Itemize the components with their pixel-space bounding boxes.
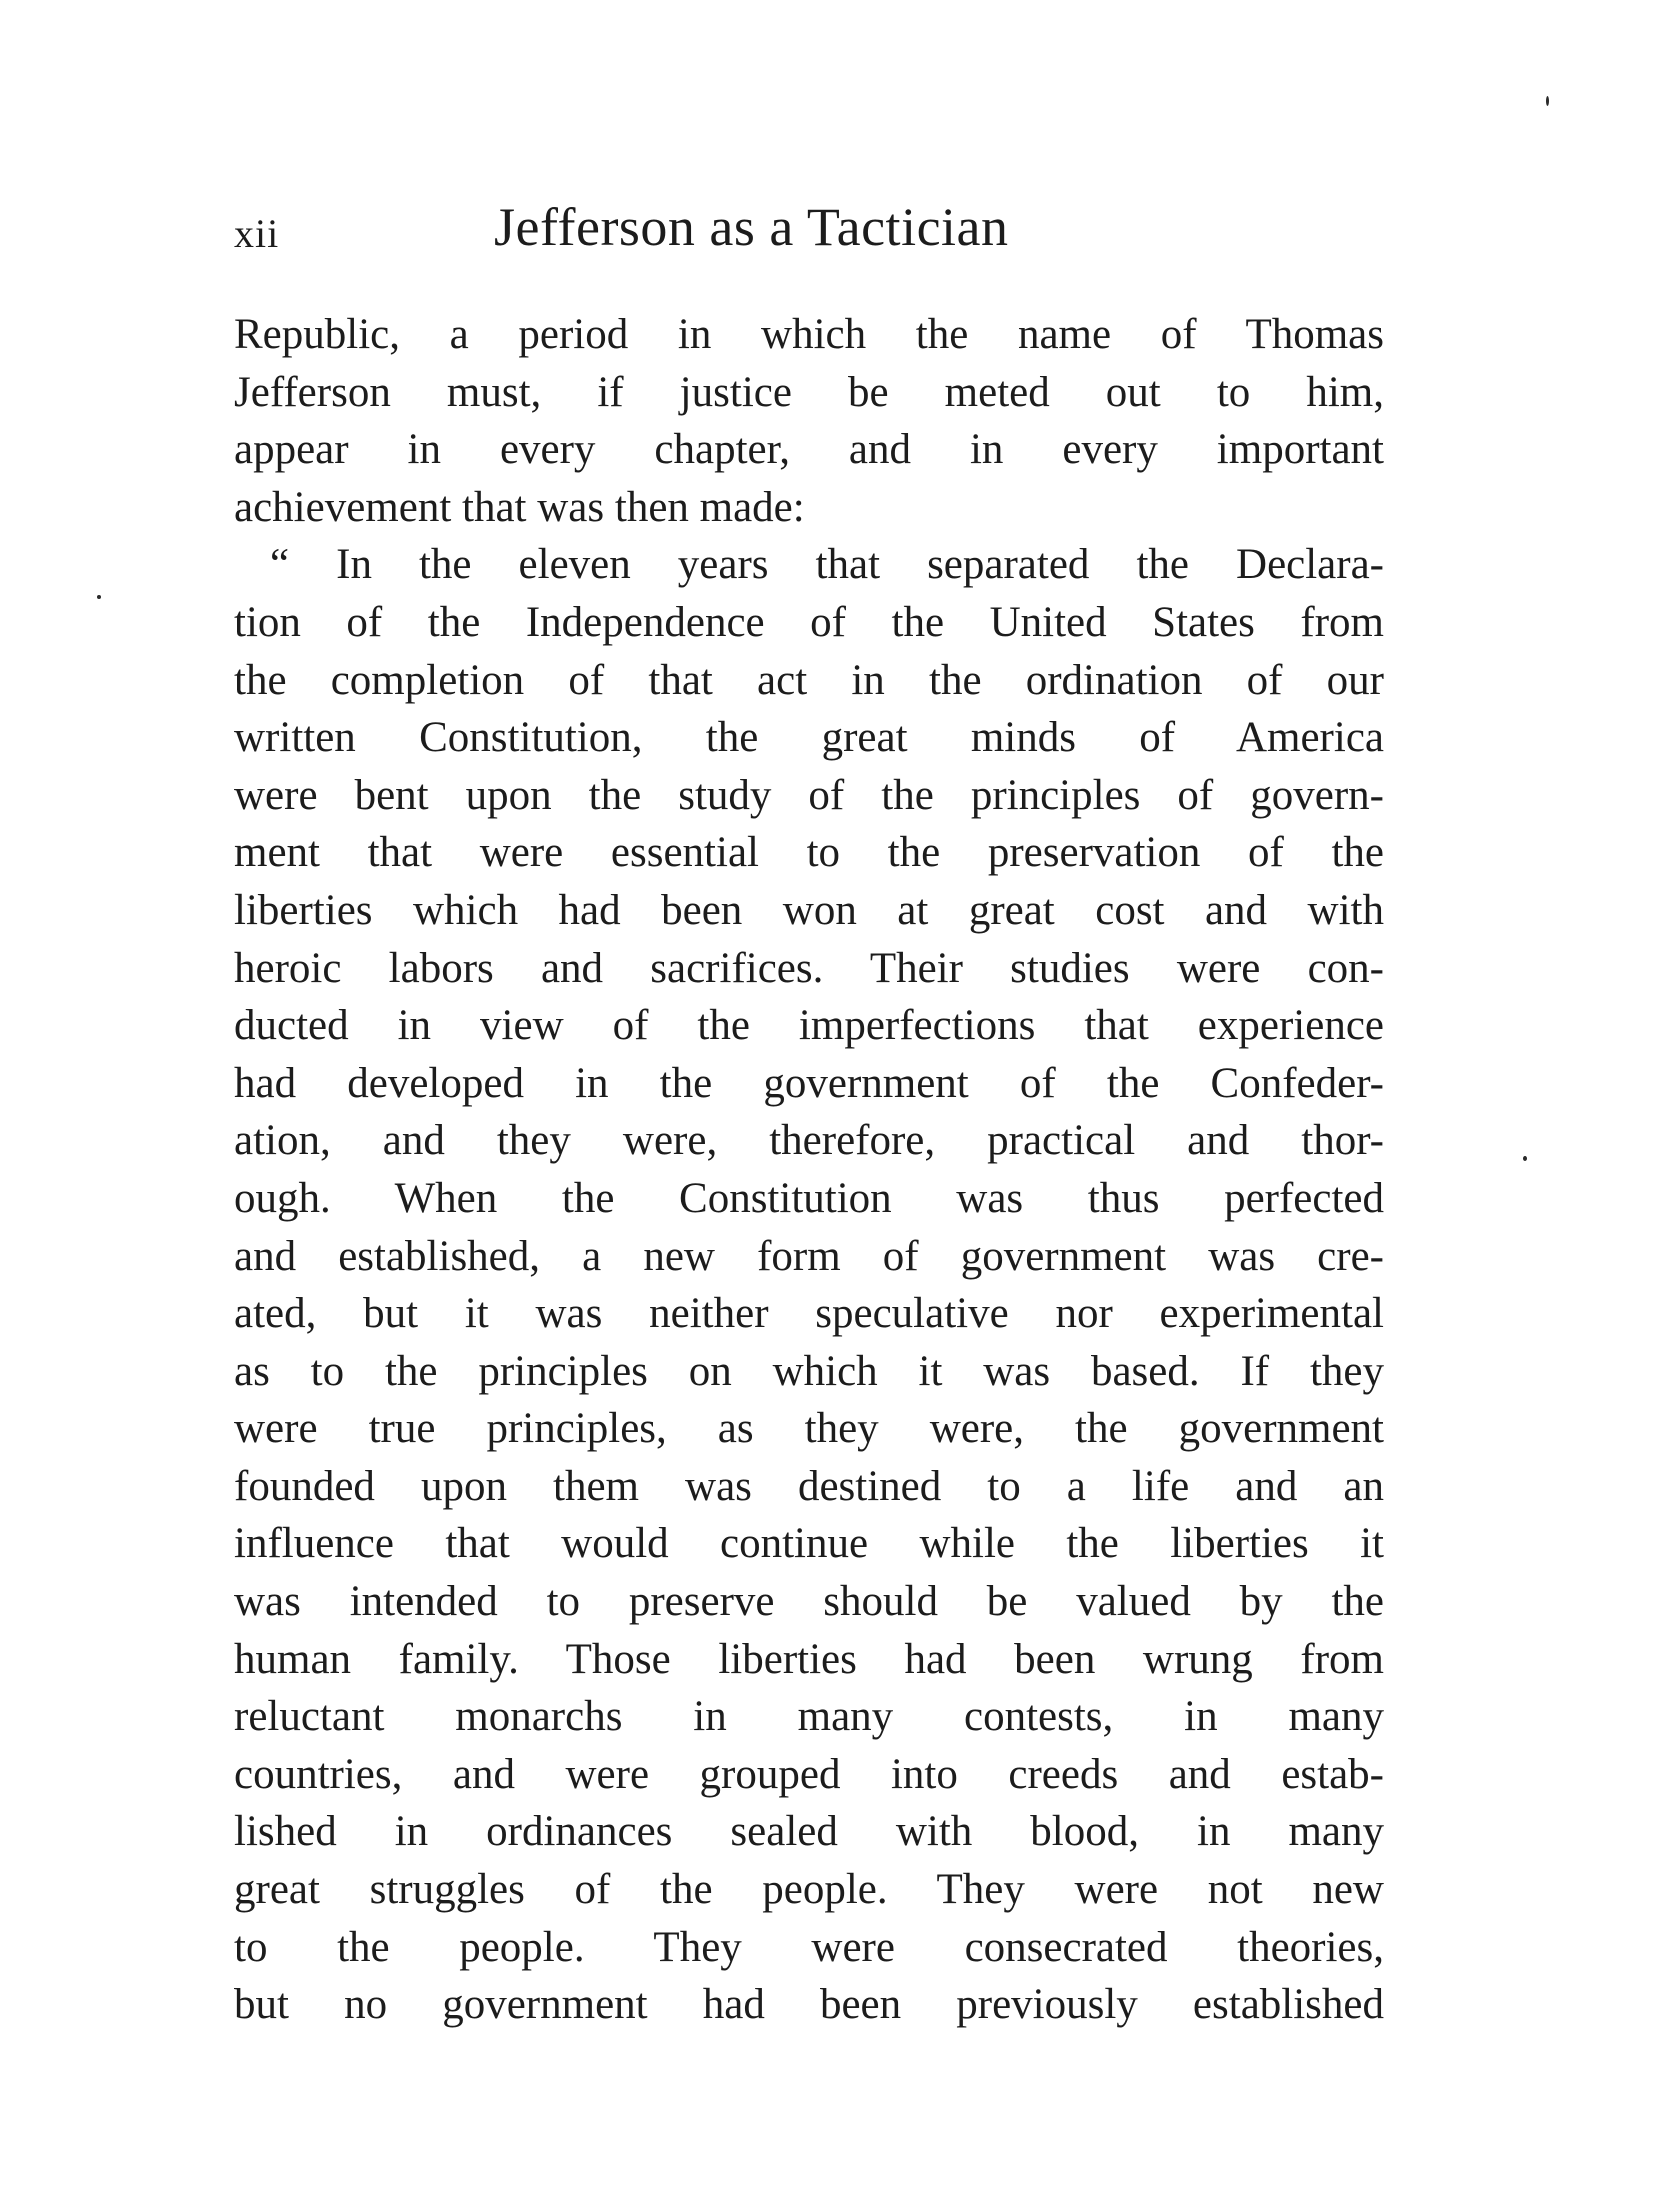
text-line: to the people. They were consecrated theories,: [234, 1923, 1384, 1971]
text-line: ough. When the Constitution was thus perfected: [234, 1174, 1384, 1222]
text-line: ated, but it was neither speculative nor experimental: [234, 1290, 1384, 1338]
text-line: tion of the Independence of the United States from: [234, 598, 1384, 646]
running-head: [234, 196, 1384, 266]
text-line: were true principles, as they were, the government: [234, 1405, 1384, 1453]
quote-start-line: “ In the eleven years that separated the Declara-: [270, 541, 1384, 589]
text-line: was intended to preserve should be valued by the: [234, 1578, 1384, 1626]
text-line: had developed in the government of the Confeder-: [234, 1059, 1384, 1107]
text-line: but no government had been previously established: [234, 1981, 1384, 2029]
text-line: written Constitution, the great minds of America: [234, 714, 1384, 762]
text-line: founded upon them was destined to a life and an: [234, 1462, 1384, 1510]
text-line: great struggles of the people. They were not new: [234, 1866, 1384, 1914]
text-line: were bent upon the study of the principles of govern-: [234, 771, 1384, 819]
text-line: liberties which had been won at great cost and with: [234, 886, 1384, 934]
text-line: countries, and were grouped into creeds and estab-: [234, 1750, 1384, 1798]
running-title: Jefferson as a Tactician: [494, 197, 1009, 257]
text-line: achievement that was then made:: [234, 483, 805, 531]
text-line: and established, a new form of government was cre-: [234, 1232, 1384, 1280]
text-line: lished in ordinances sealed with blood, in many: [234, 1808, 1384, 1856]
text-line: Republic, a period in which the name of Thomas: [234, 311, 1384, 358]
text-line: ment that were essential to the preservation of the: [234, 829, 1384, 877]
text-line: the completion of that act in the ordination of our: [234, 656, 1384, 704]
text-line: heroic labors and sacrifices. Their studies were con-: [234, 944, 1384, 992]
scan-speck: [1523, 1156, 1527, 1161]
text-line: appear in every chapter, and in every important: [234, 426, 1384, 474]
text-line: as to the principles on which it was based. If they: [234, 1347, 1384, 1395]
text-line: Jefferson must, if justice be meted out to him,: [234, 368, 1384, 416]
page-number: xii: [234, 211, 280, 256]
scan-speck: [1546, 96, 1549, 106]
text-line: ation, and they were, therefore, practical and thor-: [234, 1117, 1384, 1165]
text-line: human family. Those liberties had been wrung from: [234, 1635, 1384, 1683]
text-line: ducted in view of the imperfections that experience: [234, 1002, 1384, 1050]
body-text: [234, 306, 1384, 2034]
text-line: influence that would continue while the liberties it: [234, 1520, 1384, 1568]
scan-speck: [97, 595, 101, 599]
text-line: reluctant monarchs in many contests, in many: [234, 1693, 1384, 1741]
